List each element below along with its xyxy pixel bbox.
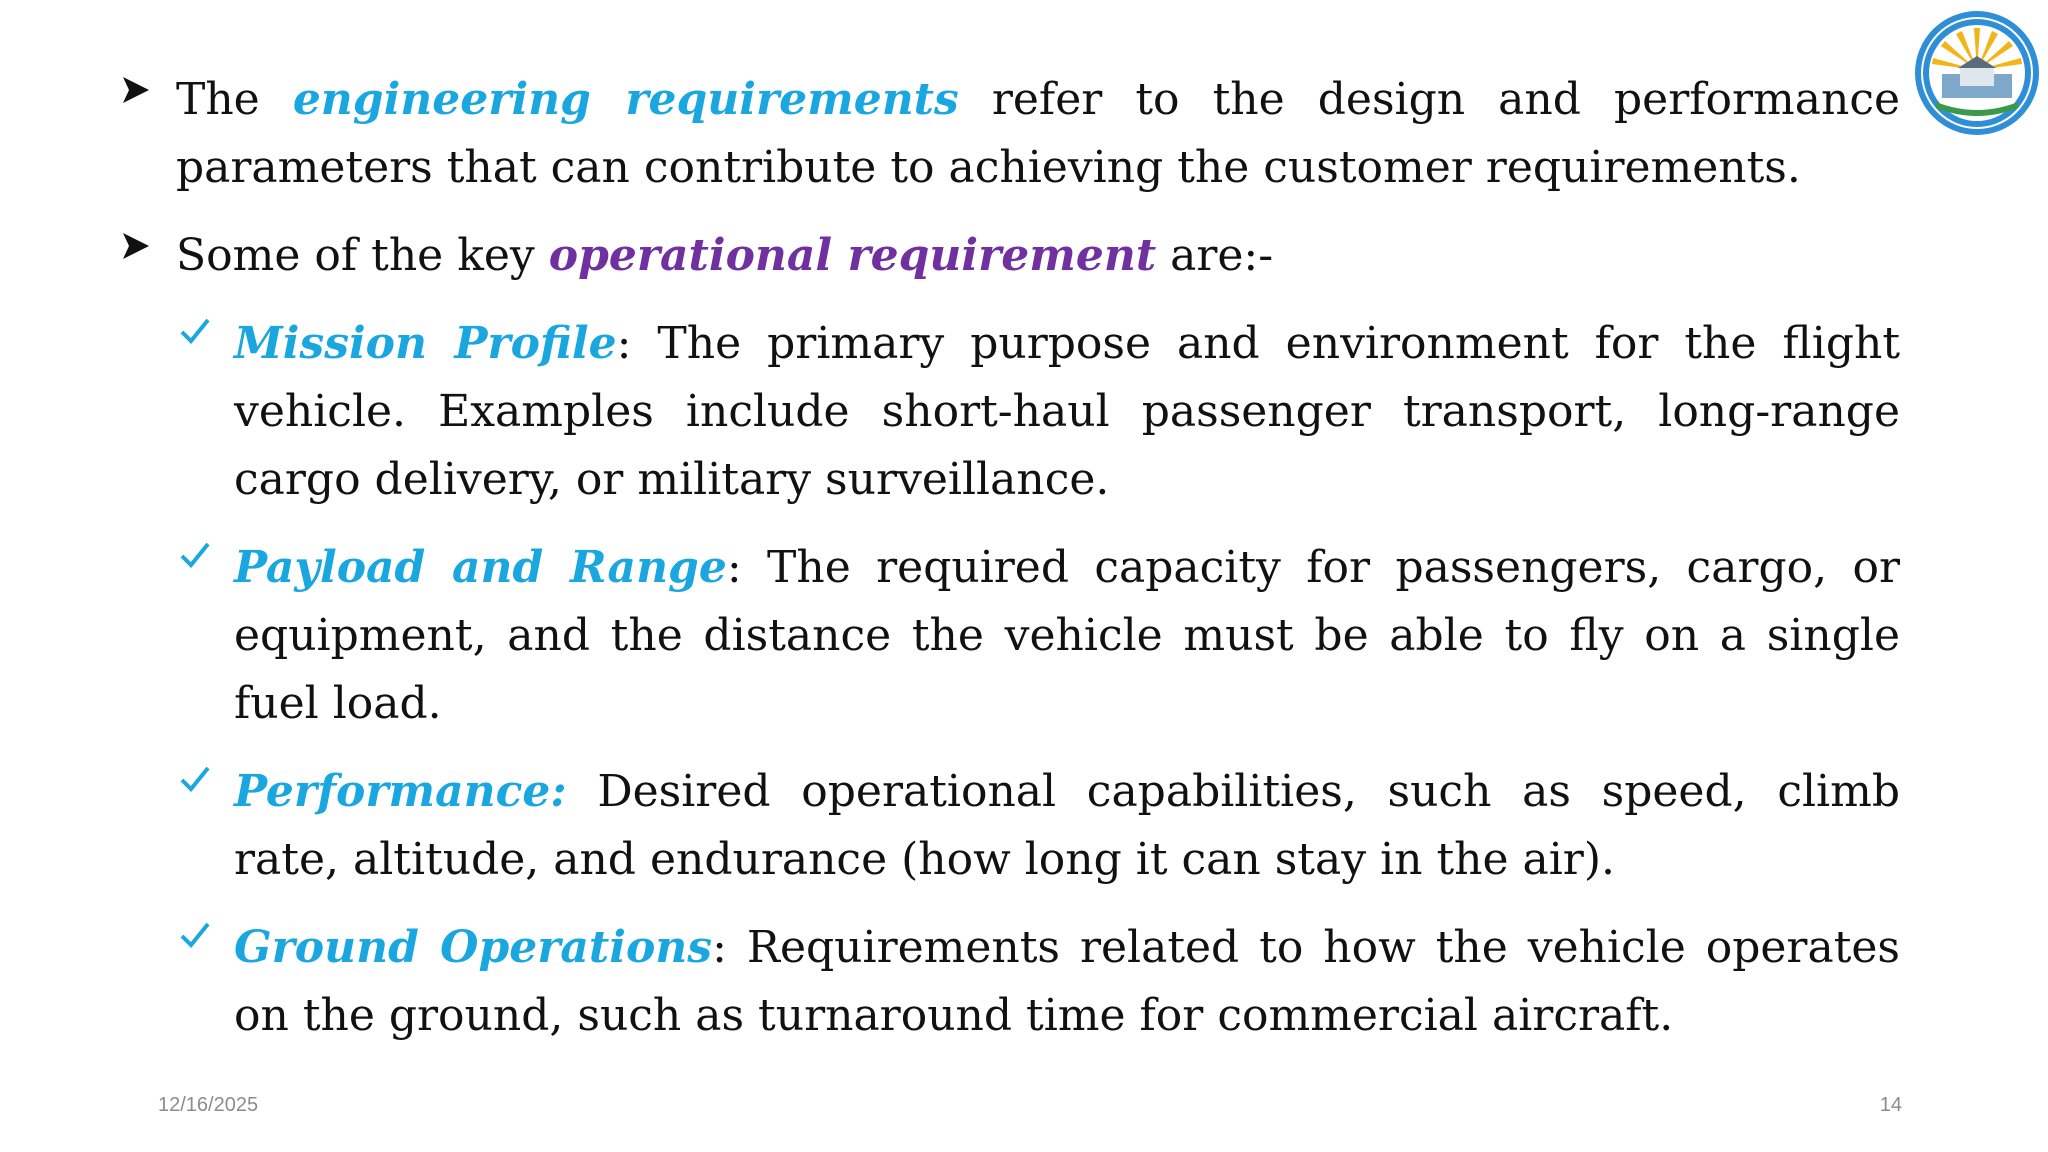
arrow-bullet-icon — [120, 74, 152, 106]
item-mission-profile — [120, 310, 1900, 514]
item-separator: : — [712, 922, 727, 973]
item-performance — [120, 758, 1900, 894]
university-seal-icon — [1912, 8, 2042, 138]
checkmark-icon — [178, 918, 212, 952]
keyword-operational-requirement: operational requirement — [548, 230, 1157, 281]
item-separator: : — [616, 318, 632, 369]
arrow-bullet-icon — [120, 230, 152, 262]
item-description: Requirements related to how the vehicle operates on the ground, such as turnaround time for commercial aircraft. — [234, 922, 1900, 1041]
footer-date: 12/16/2025 — [158, 1094, 259, 1116]
item-term: Payload and Range — [234, 542, 727, 593]
bullet-text-pre: Some of the key — [176, 230, 549, 281]
item-term: Ground Operations — [234, 922, 713, 973]
checkmark-icon — [178, 538, 212, 572]
page-number: 14 — [1879, 1094, 1902, 1116]
item-description: Desired operational capabilities, such as speed, climb rate, altitude, and endurance (how long it can stay in the air). — [234, 766, 1900, 885]
checkmark-icon — [178, 762, 212, 796]
checkmark-icon — [178, 314, 212, 348]
bullet-text-pre: The — [176, 74, 293, 125]
slide-body — [120, 66, 1900, 1070]
item-term: Performance: — [234, 766, 567, 817]
item-payload-and-range — [120, 534, 1900, 738]
item-description: The primary purpose and environment for the flight vehicle. Examples include short-haul passenger transport, long-range cargo delivery, or military surveillance. — [234, 318, 1901, 505]
bullet-engineering-requirements — [120, 66, 1900, 202]
item-description: The required capacity for passengers, cargo, or equipment, and the distance the vehicle must be able to fly on a single fuel load. — [234, 542, 1900, 729]
item-term: Mission Profile — [234, 318, 617, 369]
item-ground-operations — [120, 914, 1900, 1050]
bullet-text-post: refer to the design and performance parameters that can contribute to achieving the customer requirements. — [176, 74, 1901, 193]
bullet-operational-requirement — [120, 222, 1900, 290]
item-separator: : — [726, 542, 742, 593]
keyword-engineering-requirements: engineering requirements — [292, 74, 959, 125]
bullet-text-post: are:- — [1156, 230, 1274, 281]
